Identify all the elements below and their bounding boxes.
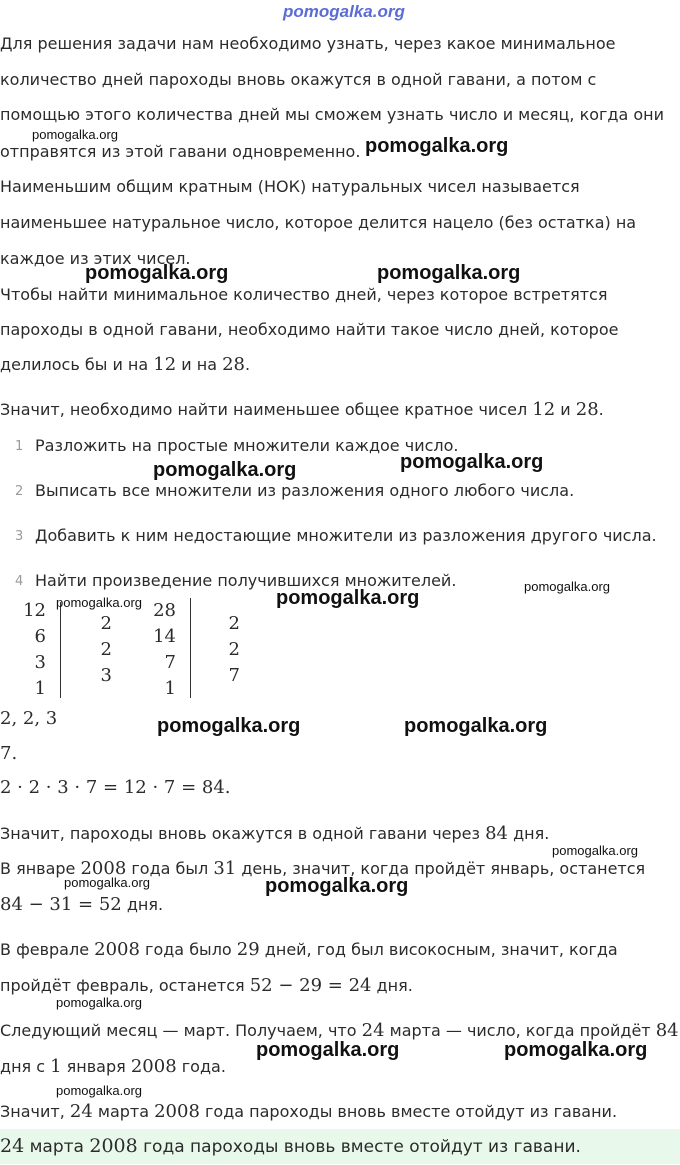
para4 bbox=[0, 400, 604, 420]
text: дня. bbox=[508, 824, 550, 843]
factor-value: 28 bbox=[153, 600, 176, 621]
watermark: pomogalka.org bbox=[85, 262, 229, 284]
step-text: Разложить на простые множители каждое число. bbox=[35, 436, 459, 455]
watermark: pomogalka.org bbox=[404, 715, 548, 737]
math-line: 2, 2, 3 bbox=[0, 708, 58, 729]
number: 29 bbox=[236, 939, 260, 960]
watermark: pomogalka.org bbox=[64, 875, 150, 890]
para1-line1: Для решения задачи нам необходимо узнать, через какое минимальное bbox=[0, 34, 616, 53]
para5 bbox=[0, 824, 549, 844]
step-text: Добавить к ним недостающие множители из разложения другого числа. bbox=[35, 526, 657, 545]
para1-line2: количество дней пароходы вновь окажутся в одной гавани, а потом с bbox=[0, 70, 597, 89]
number: 84 bbox=[655, 1020, 679, 1041]
para3-line3 bbox=[0, 355, 250, 375]
text: дней, год был високосным, значит, когда bbox=[259, 940, 618, 959]
watermark: pomogalka.org bbox=[56, 1083, 142, 1098]
prime-factor: 2 bbox=[228, 613, 240, 634]
division-line bbox=[190, 598, 191, 698]
text: и на bbox=[176, 355, 223, 374]
watermark: pomogalka.org bbox=[377, 262, 521, 284]
text: дня. bbox=[121, 895, 164, 914]
step-text: Выписать все множители из разложения одного любого числа. bbox=[35, 481, 575, 500]
text: Значит, пароходы вновь окажутся в одной гавани через bbox=[0, 824, 486, 843]
para1-line3: помощью этого количества дней мы сможем узнать число и месяц, когда они bbox=[0, 105, 665, 124]
text: пройдёт февраль, останется bbox=[0, 976, 250, 995]
factor-value: 1 bbox=[34, 678, 46, 699]
para1-line4: отправятся из этой гавани одновременно. bbox=[0, 142, 361, 161]
text: день, значит, когда пройдёт январь, останется bbox=[236, 859, 646, 878]
para2-line1: Наименьшим общим кратным (НОК) натуральных чисел называется bbox=[0, 177, 580, 196]
watermark: pomogalka.org bbox=[256, 1039, 400, 1061]
para6-line2 bbox=[0, 895, 163, 915]
watermark: pomogalka.org bbox=[32, 127, 118, 142]
step-number: 1 bbox=[15, 439, 24, 454]
text: В феврале bbox=[0, 940, 95, 959]
para3-line1: Чтобы найти минимальное количество дней, через которое встретятся bbox=[0, 285, 608, 304]
para2-line3: каждое из этих чисел. bbox=[0, 249, 191, 268]
expression: 52 − 29 = 24 bbox=[249, 975, 372, 996]
prime-factor: 7 bbox=[228, 665, 240, 686]
text: марта bbox=[92, 1102, 155, 1121]
step-number: 3 bbox=[15, 529, 24, 544]
division-line bbox=[60, 602, 61, 698]
number: 12 bbox=[153, 354, 177, 375]
text: года было bbox=[139, 940, 237, 959]
text: дня с bbox=[0, 1057, 51, 1076]
number: 31 bbox=[213, 858, 237, 879]
step-text: Найти произведение получившихся множителей. bbox=[35, 571, 457, 590]
watermark: pomogalka.org bbox=[504, 1039, 648, 1061]
math-line: 7. bbox=[0, 743, 18, 764]
watermark: pomogalka.org bbox=[552, 843, 638, 858]
para9 bbox=[0, 1102, 617, 1122]
text: марта — число, когда пройдёт bbox=[384, 1021, 656, 1040]
watermark: pomogalka.org bbox=[153, 459, 297, 481]
text: дня. bbox=[371, 976, 413, 995]
watermark: pomogalka.org bbox=[276, 587, 420, 609]
number: 2008 bbox=[80, 858, 127, 879]
number: 2008 bbox=[94, 939, 140, 960]
number: 24 bbox=[69, 1101, 93, 1122]
text: Следующий месяц — март. Получаем, что bbox=[0, 1021, 362, 1040]
factor-value: 6 bbox=[34, 626, 46, 647]
text: . bbox=[245, 355, 251, 374]
para7-line1 bbox=[0, 940, 618, 960]
number: 84 bbox=[485, 823, 508, 844]
para8-line2 bbox=[0, 1057, 226, 1077]
watermark: pomogalka.org bbox=[157, 715, 301, 737]
para8-line1 bbox=[0, 1021, 679, 1041]
text: года пароходы вновь вместе отойдут из гавани. bbox=[137, 1137, 581, 1157]
watermark: pomogalka.org bbox=[400, 451, 544, 473]
top-watermark: pomogalka.org bbox=[283, 2, 405, 21]
answer-box bbox=[0, 1129, 680, 1164]
prime-factor: 3 bbox=[100, 665, 112, 686]
para7-line2 bbox=[0, 976, 413, 996]
number: 2008 bbox=[154, 1101, 200, 1122]
text: и bbox=[555, 400, 576, 419]
step-number: 2 bbox=[15, 484, 24, 499]
para3-line2: пароходы в одной гавани, необходимо найти такое число дней, которое bbox=[0, 320, 619, 339]
text: января bbox=[61, 1057, 131, 1076]
number: 1 bbox=[50, 1056, 62, 1077]
watermark: pomogalka.org bbox=[56, 995, 142, 1010]
number: 28 bbox=[222, 354, 246, 375]
prime-factor: 2 bbox=[100, 639, 112, 660]
number: 2008 bbox=[130, 1056, 177, 1077]
expression: 84 − 31 = 52 bbox=[0, 894, 122, 915]
factor-value: 7 bbox=[164, 652, 176, 673]
factor-value: 12 bbox=[23, 600, 46, 621]
text: В январе bbox=[0, 859, 81, 878]
prime-factor: 2 bbox=[228, 639, 240, 660]
number: 24 bbox=[361, 1020, 385, 1041]
watermark: pomogalka.org bbox=[265, 875, 409, 897]
factor-value: 3 bbox=[34, 652, 46, 673]
watermark: pomogalka.org bbox=[365, 135, 509, 157]
math-line: 2 · 2 · 3 · 7 = 12 · 7 = 84. bbox=[0, 777, 231, 798]
para2-line2: наименьшее натуральное число, которое делится нацело (без остатка) на bbox=[0, 213, 637, 232]
number: 28 bbox=[575, 399, 599, 420]
factor-value: 1 bbox=[164, 678, 176, 699]
prime-factor: 2 bbox=[100, 613, 112, 634]
text: Значит, необходимо найти наименьшее общее кратное чисел bbox=[0, 400, 533, 419]
text: Значит, bbox=[0, 1102, 70, 1121]
step-number: 4 bbox=[15, 574, 24, 589]
factor-value: 14 bbox=[153, 626, 176, 647]
number: 12 bbox=[532, 399, 556, 420]
text: года. bbox=[176, 1057, 226, 1076]
watermark: pomogalka.org bbox=[524, 579, 610, 594]
watermark: pomogalka.org bbox=[56, 595, 142, 610]
text: делилось бы и на bbox=[0, 355, 154, 374]
number: 2008 bbox=[89, 1135, 138, 1157]
text: марта bbox=[24, 1137, 90, 1157]
number: 24 bbox=[0, 1135, 25, 1157]
text: года был bbox=[126, 859, 214, 878]
text: года пароходы вновь вместе отойдут из гавани. bbox=[199, 1102, 618, 1121]
text: . bbox=[598, 400, 604, 419]
